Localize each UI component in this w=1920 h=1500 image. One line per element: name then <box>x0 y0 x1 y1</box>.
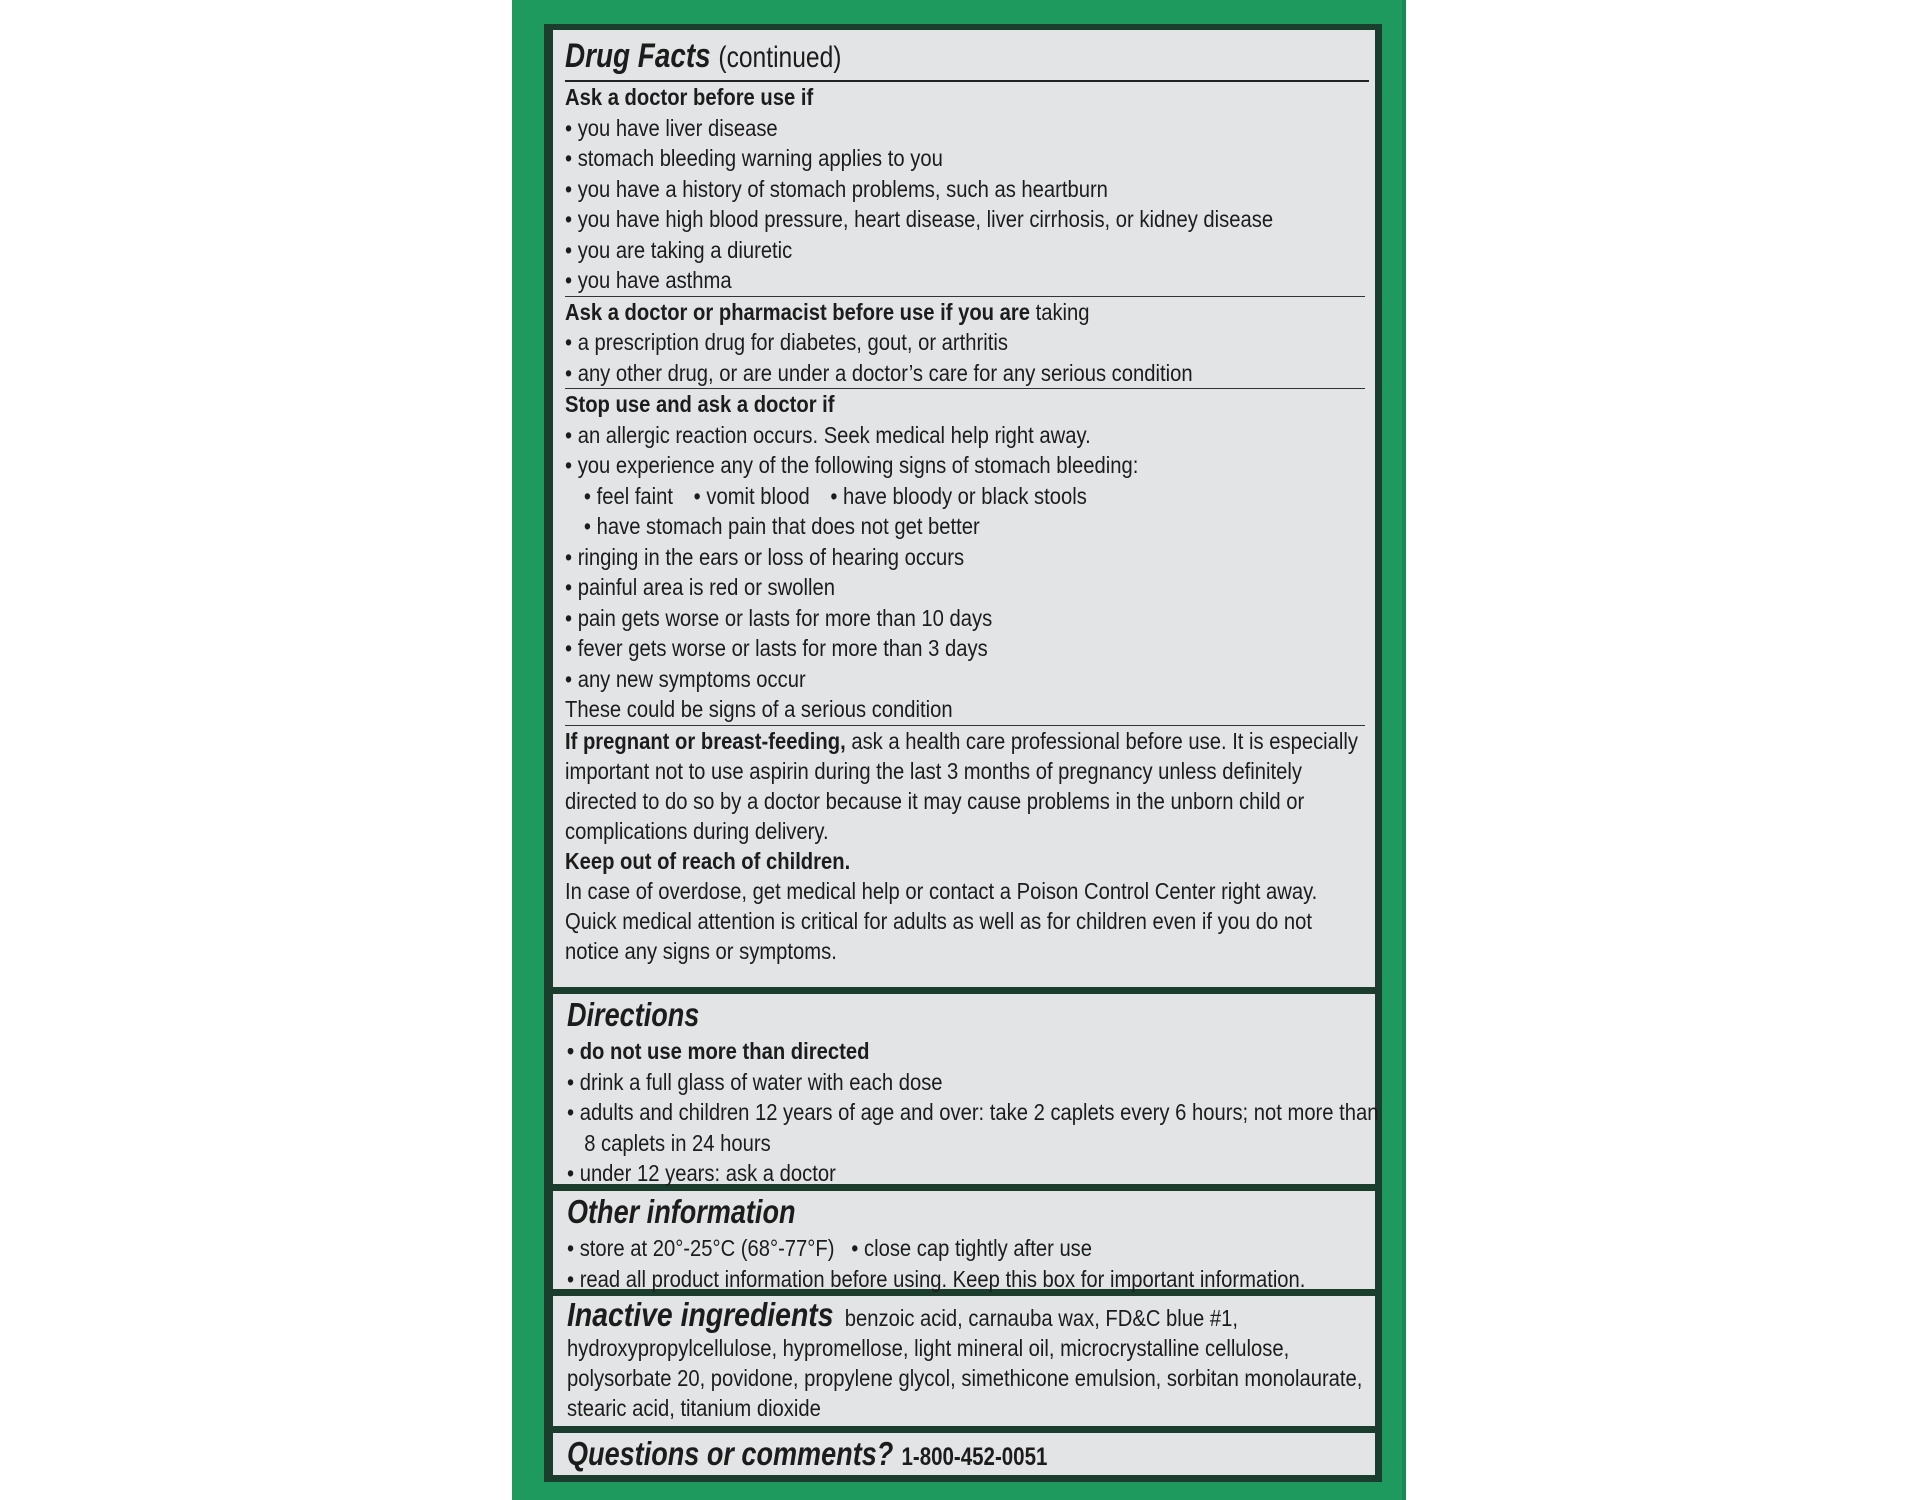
children-warning-heading: Keep out of reach of children. <box>565 847 851 874</box>
list-item: • you are taking a diuretic <box>565 236 793 263</box>
list-item: • a prescription drug for diabetes, gout, or arthritis <box>565 329 1008 355</box>
list-item: • any other drug, or are under a doctor’s care for any serious condition <box>565 359 1193 386</box>
list-item: • store at 20°-25°C (68°-77°F) • close cap tightly after use <box>567 1235 1093 1261</box>
sub-list-item: • have stomach pain that does not get better <box>583 513 980 539</box>
list-item: • painful area is red or swollen <box>565 574 835 600</box>
drug-facts-warnings-section <box>553 30 1375 987</box>
list-item: • you have high blood pressure, heart disease, liver cirrhosis, or kidney disease <box>565 206 1274 232</box>
list-item: • pain gets worse or lasts for more than 10 days <box>565 604 993 631</box>
drug-facts-heading: Drug Facts <box>565 37 711 75</box>
other-information-title: Other information <box>567 1193 796 1230</box>
list-item: • do not use more than directed <box>567 1038 870 1064</box>
directions-section <box>553 994 1379 1186</box>
drug-facts-title <box>565 34 1221 80</box>
other-information-section <box>553 1191 1375 1292</box>
inactive-ingredients-section <box>553 1296 1375 1426</box>
questions-section <box>553 1433 1375 1475</box>
continued-label: (continued) <box>718 41 842 74</box>
questions-title: Questions or comments? 1-800-452-0051 <box>567 1435 1048 1472</box>
stop-use-closing: These could be signs of a serious condition <box>565 696 953 722</box>
directions-title: Directions <box>567 996 700 1033</box>
list-item: • ringing in the ears or loss of hearing occurs <box>565 543 965 570</box>
pregnancy-warning: If pregnant or breast-feeding, ask a health care professional before use. It is especially important not to use aspirin during the last 3 months of pregnancy unless definitely directed to do so by a doctor because it may cause problems in the unborn child or complications during delivery. <box>565 727 1359 844</box>
phone-number: 1-800-452-0051 <box>901 1443 1048 1471</box>
list-item: • stomach bleeding warning applies to you <box>565 145 943 171</box>
ask-doctor-heading: Ask a doctor before use if <box>565 84 814 110</box>
list-item: • you have asthma <box>565 267 732 293</box>
inactive-ingredients-text: Inactive ingredients benzoic acid, carnauba wax, FD&C blue #1, hydroxypropylcellulose, hypromellose, light mineral oil, microcrystalline cellulose, polysorbate 20, povidone, propylene glycol, simethicone emulsion, sorbitan monolaurate, stearic acid, titanium dioxide <box>567 1296 1363 1421</box>
sub-list-row: • feel faint • vomit blood • have bloody or black stools <box>583 482 1087 509</box>
list-item: • adults and children 12 years of age and over: take 2 caplets every 6 hours; not more than <box>567 1099 1379 1125</box>
list-item: • an allergic reaction occurs. Seek medical help right away. <box>565 421 1091 448</box>
list-item: • under 12 years: ask a doctor <box>567 1160 836 1186</box>
list-item-continued: 8 caplets in 24 hours <box>584 1129 771 1156</box>
overdose-text: In case of overdose, get medical help or contact a Poison Control Center right away. Quick medical attention is critical for adults as well as for children even if you do not notice any signs or symptoms. <box>565 877 1318 964</box>
list-item: • fever gets worse or lasts for more than 3 days <box>565 635 988 661</box>
inactive-ingredients-title: Inactive ingredients <box>567 1296 834 1333</box>
list-item: • read all product information before using. Keep this box for important information. <box>567 1265 1306 1292</box>
ask-pharmacist-heading: Ask a doctor or pharmacist before use if you are taking <box>565 298 1090 325</box>
list-item: • drink a full glass of water with each dose <box>567 1068 943 1095</box>
list-item: • any new symptoms occur <box>565 665 806 692</box>
list-item: • you have liver disease <box>565 114 778 141</box>
stop-use-heading: Stop use and ask a doctor if <box>565 391 835 417</box>
list-item: • you have a history of stomach problems, such as heartburn <box>565 175 1108 202</box>
list-item: • you experience any of the following signs of stomach bleeding: <box>565 452 1139 478</box>
